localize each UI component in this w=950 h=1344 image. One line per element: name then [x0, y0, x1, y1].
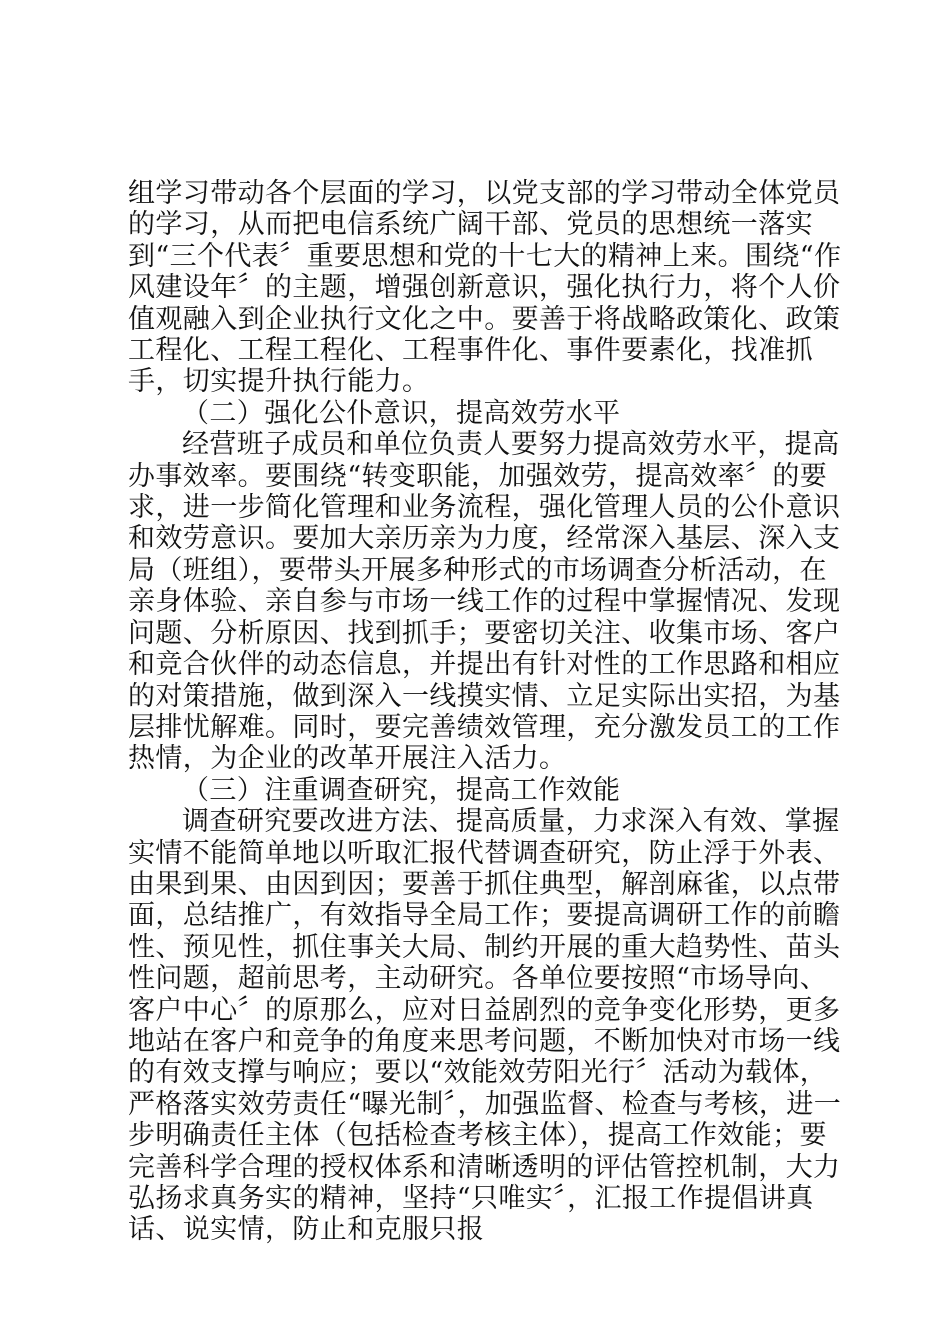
document-body	[128, 178, 844, 1246]
section-heading-2: （二）强化公仆意识，提高效劳水平	[182, 397, 621, 429]
section-heading-3: （三）注重调查研究，提高工作效能	[182, 774, 621, 806]
paragraph-continued: 组学习带动各个层面的学习，以党支部的学习带动全体党员的学习，从而把电信系统广阔干部、党员的思想统一落实到“三个代表〞重要思想和党的十七大的精神上来。围绕“作风建设年〞的主题，增强创新意识，强化执行力，将个人价值观融入到企业执行文化之中。要善于将战略政策化、政策工程化、工程工程化、工程事件化、事件要素化，找准抓手，切实提升执行能力。	[128, 178, 842, 398]
paragraph-research: 调查研究要改进方法、提高质量，力求深入有效、掌握实情不能简单地以听取汇报代替调查研究，防止浮于外表、由果到果、由因到因；要善于抓住典型，解剖麻雀，以点带面，总结推广，有效指导全局工作；要提高调研工作的前瞻性、预见性，抓住事关大局、制约开展的重大趋势性、苗头性问题，超前思考，主动研究。各单位要按照“市场导向、客户中心〞的原那么，应对日益剧烈的竞争变化形势，更多地站在客户和竞争的角度来思考问题，不断加快对市场一线的有效支撑与响应；要以“效能效劳阳光行〞活动为载体，严格落实效劳责任“曝光制〞，加强监督、检查与考核，进一步明确责任主体（包括检查考核主体），提高工作效能；要完善科学合理的授权体系和清晰透明的评估管控机制，大力弘扬求真务实的精神，坚持“只唯实〞，汇报工作提倡讲真话、说实情，防止和克服只报	[128, 806, 842, 1246]
paragraph-service: 经营班子成员和单位负责人要努力提高效劳水平，提高办事效率。要围绕“转变职能，加强效劳，提高效率〞的要求，进一步简化管理和业务流程，强化管理人员的公仆意识和效劳意识。要加大亲历亲为力度，经常深入基层、深入支局（班组），要带头开展多种形式的市场调查分析活动，在亲身体验、亲自参与市场一线工作的过程中掌握情况、发现问题、分析原因、找到抓手；要密切关注、收集市场、客户和竞合伙伴的动态信息，并提出有针对性的工作思路和相应的对策措施，做到深入一线摸实情、立足实际出实招，为基层排忧解难。同时，要完善绩效管理，充分激发员工的工作热情，为企业的改革开展注入活力。	[128, 429, 841, 775]
